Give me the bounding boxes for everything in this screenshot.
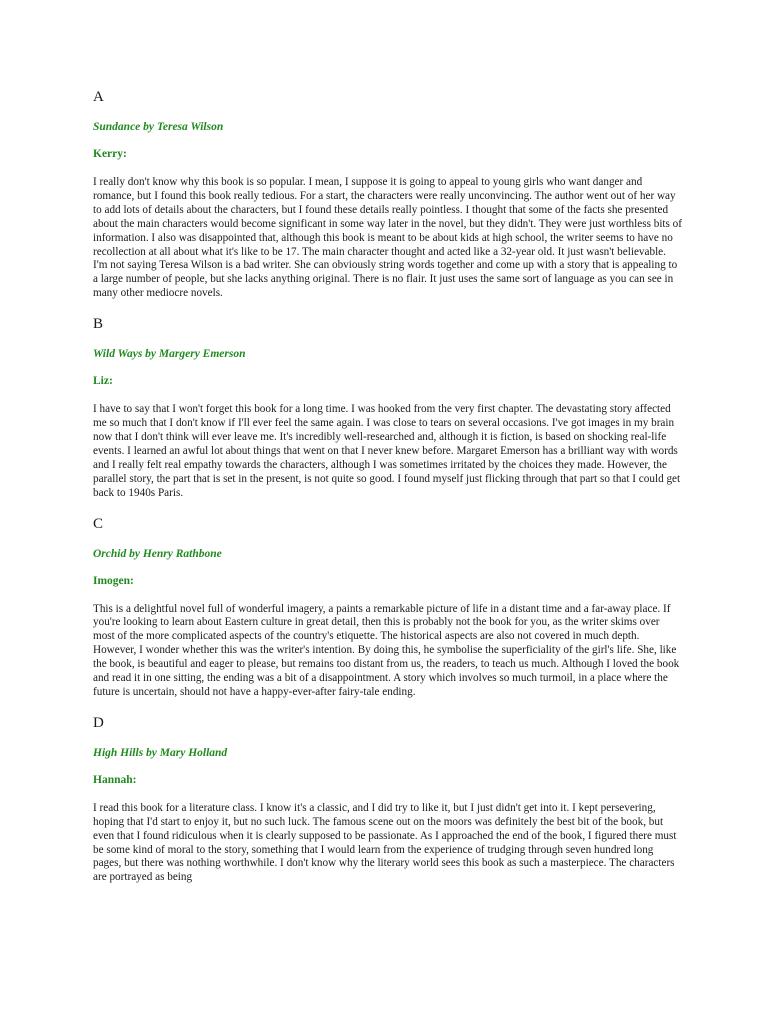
review-text-b: I have to say that I won't forget this book for a long time. I was hooked from the very first chapter. The devastating story affected me so much that I don't know if I'll ever feel the same again. I was close to tears on several occasions. I've got images in my brain now that I don't think will ever leave me. It's incredibly well-researched and, although it is fiction, is based on shocking real-life events. I learned an awful lot about things that went on that I never knew before. Margaret Emerson has a brilliant way with words and I really felt real empathy towards the characters, although I was sometimes irritated by the choices they made. However, the parallel story, the part that is set in the present, is not quite so good. I found myself just flicking through that part so that I could get back to 1940s Paris.: [93, 403, 681, 499]
section-letter-a: A: [93, 89, 104, 105]
reviewer-name-d: Hannah:: [93, 773, 137, 786]
review-text-c: This is a delightful novel full of wonderful imagery, a paints a remarkable picture of life in a distant time and a far-away place. If you're looking to learn about Eastern culture in great detail, then this is probably not the book for you, as the writer skims over most of the more complicated aspects of the country's etiquette. The historical aspects are also not covered in much depth. However, I wonder whether this was the writer's intention. By doing this, he symbolise the superficiality of the girl's life. She, like the book, is beautiful and eager to please, but remains too distant from us, the readers, to teach us much. Although I loved the book and read it in one sitting, the ending was a bit of a disappointment. A story which involves so much turmoil, in a place where the future is uncertain, should not have a happy-ever-after fairy-tale ending.: [93, 602, 680, 698]
section-letter-b: B: [93, 316, 104, 333]
reviewer-name-c: Imogen:: [93, 574, 134, 587]
section-letter-d: D: [93, 714, 104, 731]
reviewer-name-a: Kerry:: [93, 148, 127, 160]
book-title-a: Sundance by Teresa Wilson: [93, 121, 224, 133]
review-text-a: I really don't know why this book is so popular. I mean, I suppose it is going to appeal to young girls who want danger and romance, but I found this book really tedious. For a start, the characters were really unconvincing. The author went out of her way to add lots of details about the characters, but I found these details really pointless. I thought that some of the facts she presented about the main characters would become significant in some way later in the novel, but they didn't. They were just worthless bits of information. I also was disappointed that, although this book is meant to be about kids at high school, the writer seems to have no recollection at all about what it's like to be 17. The main character thought and acted like a 32-year old. It just wasn't believable. I'm not saying Teresa Wilson is a bad writer. She can obviously string words together and come up with a story that is appealing to a large number of people, but she lacks anything original. There is no flair. It just uses the same sort of language as you can see in many other mediocre novels.: [93, 176, 683, 300]
document-content: [93, 88, 683, 885]
book-title-d: High Hills by Mary Holland: [93, 746, 228, 759]
section-letter-c: C: [93, 515, 104, 532]
reviewer-name-b: Liz:: [93, 375, 113, 388]
book-title-c: Orchid by Henry Rathbone: [93, 547, 222, 560]
book-title-b: Wild Ways by Margery Emerson: [93, 348, 246, 361]
review-text-d: I read this book for a literature class. I know it's a classic, and I did try to like it, but I just didn't get into it. I kept persevering, hoping that I'd start to enjoy it, but no such luck. The famous scene out on the moors was definitely the best bit of the book, but even that I found ridiculous when it is clearly supposed to be passionate. As I approached the end of the book, I figured there must be some kind of moral to the story, something that I would learn from the experience of trudging through seven hundred long pages, but there was nothing worthwhile. I don't know why the literary world sees this book as such a masterpiece. The characters are portrayed as being: [93, 801, 677, 884]
